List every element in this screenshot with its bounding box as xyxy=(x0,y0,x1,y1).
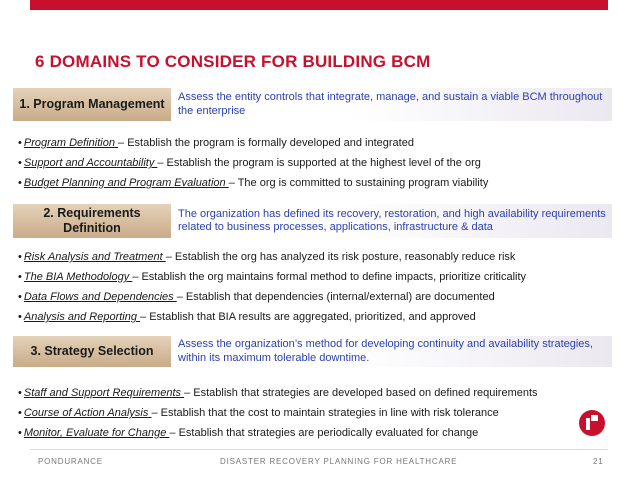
bullet-dot: • xyxy=(18,311,22,323)
list-item xyxy=(18,383,618,403)
section-heading-program-management: 1. Program Management xyxy=(13,88,171,121)
footer-company: PONDURANCE xyxy=(38,457,103,466)
section-description-strategy-selection: Assess the organization’s method for developing continuity and availability strategies, within its maximum tolerable downtime. xyxy=(172,336,612,367)
bullet-term: Monitor, Evaluate for Change xyxy=(23,427,170,439)
list-item xyxy=(18,267,618,287)
bullet-dot: • xyxy=(18,271,22,283)
section-description-program-management: Assess the entity controls that integrate, manage, and sustain a viable BCM throughout the enterprise xyxy=(172,88,612,121)
bullet-term: Program Definition xyxy=(23,137,119,149)
section-heading-requirements-definition: 2. Requirements Definition xyxy=(13,204,171,238)
bullet-term: Risk Analysis and Treatment xyxy=(23,251,166,263)
bullet-text: – Establish the program is formally developed and integrated xyxy=(118,137,414,149)
top-accent-bar xyxy=(30,0,608,10)
bullet-text: – The org is committed to sustaining program viability xyxy=(228,177,489,189)
bullet-term: Course of Action Analysis xyxy=(23,407,152,419)
list-item xyxy=(18,133,618,153)
bullet-dot: • xyxy=(18,157,22,169)
bullet-term: Budget Planning and Program Evaluation xyxy=(23,177,229,189)
slide-title: 6 DOMAINS TO CONSIDER FOR BUILDING BCM xyxy=(35,52,431,71)
bullet-term: Analysis and Reporting xyxy=(23,311,141,323)
bullet-list-requirements-definition xyxy=(18,247,618,327)
bullet-term: The BIA Methodology xyxy=(23,271,133,283)
bullet-text: – Establish that strategies are developed based on defined requirements xyxy=(184,387,538,399)
bullet-dot: • xyxy=(18,427,22,439)
bullet-dot: • xyxy=(18,407,22,419)
bullet-text: – Establish that dependencies (internal/external) are documented xyxy=(176,291,495,303)
list-item xyxy=(18,173,618,193)
bullet-text: – Establish the org maintains formal method to define impacts, prioritize criticality xyxy=(132,271,527,283)
bullet-text: – Establish that the cost to maintain strategies in line with risk tolerance xyxy=(151,407,499,419)
list-item xyxy=(18,423,618,443)
footer-page-number: 21 xyxy=(593,457,604,466)
bullet-text: – Establish that BIA results are aggregated, prioritized, and approved xyxy=(140,311,476,323)
bullet-text: – Establish that strategies are periodically evaluated for change xyxy=(169,427,479,439)
bullet-list-strategy-selection xyxy=(18,383,618,443)
bullet-term: Data Flows and Dependencies xyxy=(23,291,177,303)
list-item xyxy=(18,307,618,327)
bullet-text: – Establish the program is supported at the highest level of the org xyxy=(157,157,481,169)
bullet-dot: • xyxy=(18,177,22,189)
bullet-dot: • xyxy=(18,251,22,263)
list-item xyxy=(18,403,618,423)
bullet-term: Support and Accountability xyxy=(23,157,158,169)
footer-presentation-title: DISASTER RECOVERY PLANNING FOR HEALTHCARE xyxy=(220,457,458,466)
bullet-text: – Establish the org has analyzed its risk posture, reasonably reduce risk xyxy=(165,251,516,263)
bullet-list-program-management xyxy=(18,133,618,193)
list-item xyxy=(18,153,618,173)
bullet-dot: • xyxy=(18,387,22,399)
list-item xyxy=(18,247,618,267)
bullet-dot: • xyxy=(18,291,22,303)
bullet-term: Staff and Support Requirements xyxy=(23,387,185,399)
footer-divider xyxy=(30,449,608,450)
section-heading-strategy-selection: 3. Strategy Selection xyxy=(13,336,171,367)
bullet-dot: • xyxy=(18,137,22,149)
section-description-requirements-definition: The organization has defined its recovery, restoration, and high availability requirements related to business processes, applications, infrastructure & data xyxy=(172,204,612,238)
pondurance-logo-icon xyxy=(579,410,605,436)
list-item xyxy=(18,287,618,307)
